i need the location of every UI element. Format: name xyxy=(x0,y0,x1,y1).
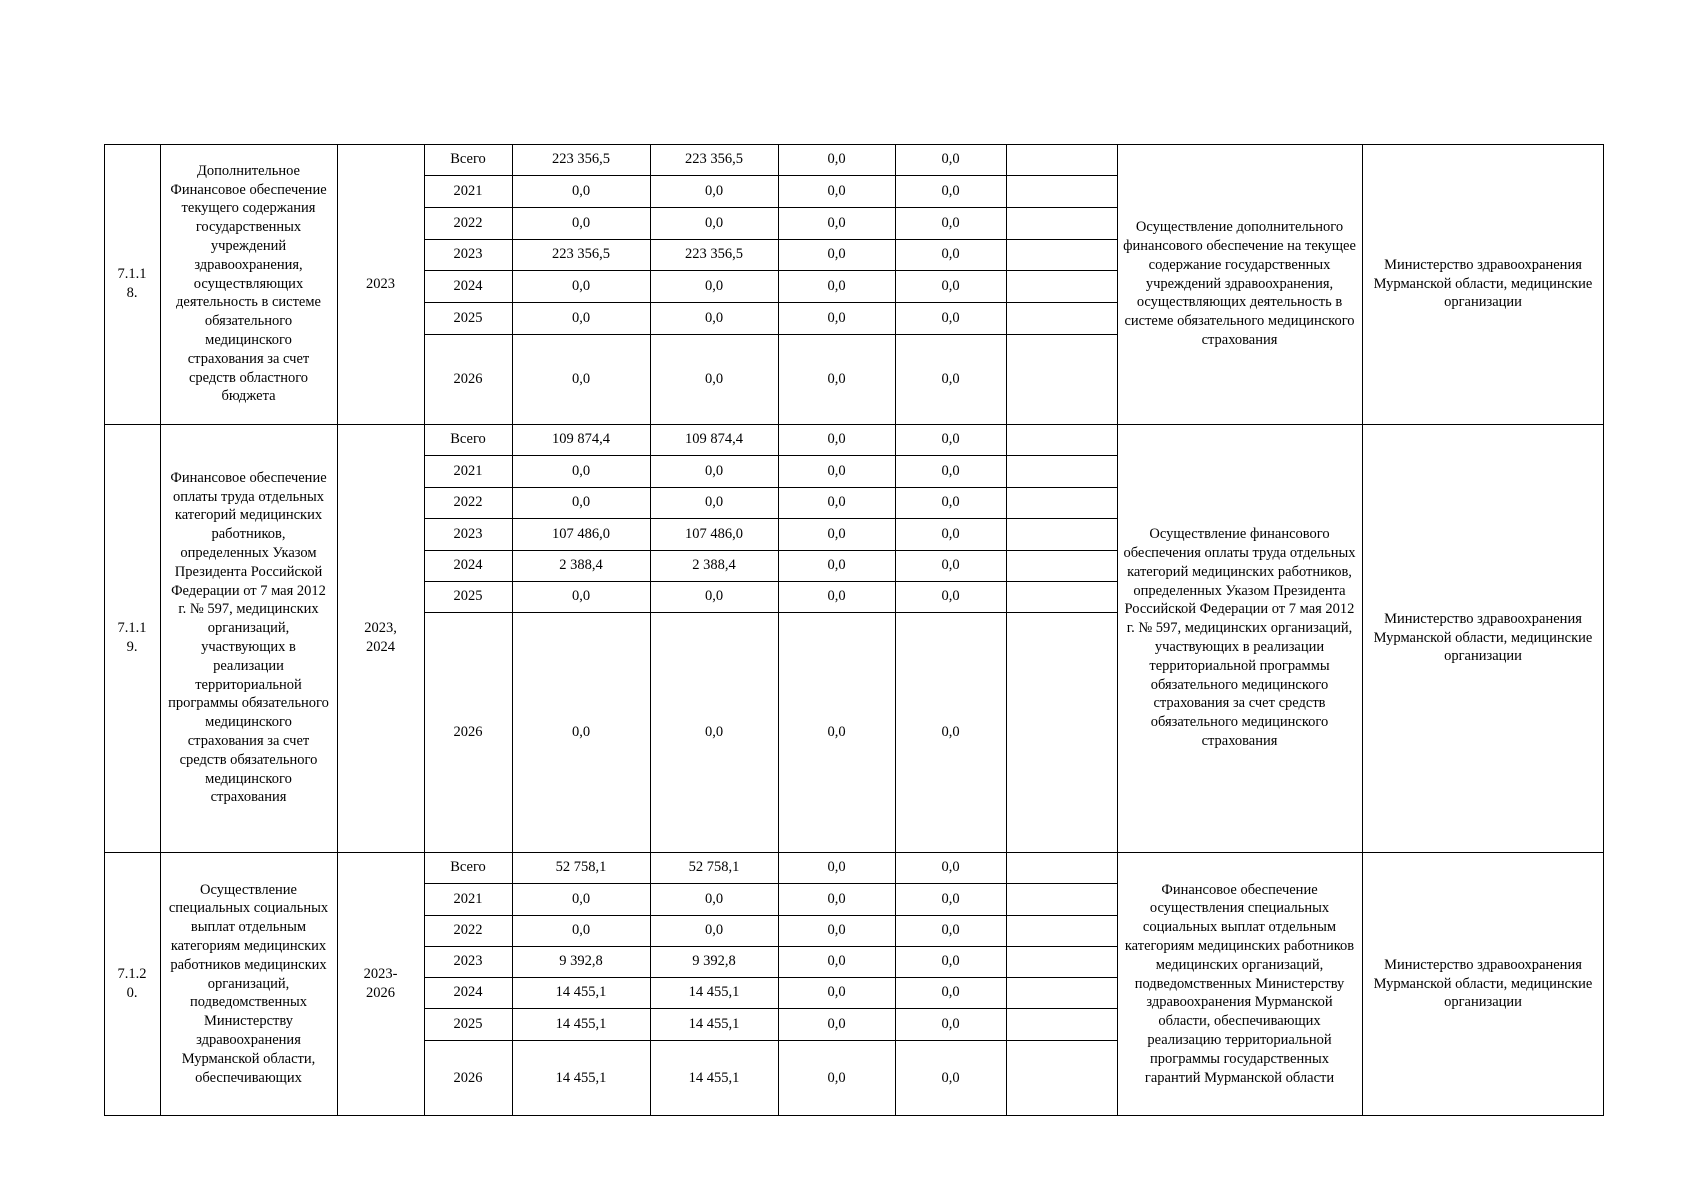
value-other: 0,0 xyxy=(941,151,960,168)
item-code: 7.1.1 9. xyxy=(117,620,147,655)
value-regional: 0,0 xyxy=(704,309,724,326)
value-total: 0,0 xyxy=(571,370,591,387)
value-other: 0,0 xyxy=(941,588,960,605)
year-label: 2024 xyxy=(453,984,483,1001)
value-total: 0,0 xyxy=(571,588,591,605)
value-regional: 2 388,4 xyxy=(692,557,736,574)
year-label: 2026 xyxy=(453,370,483,387)
item-executor: Министерство здравоохранения Мурманской области, медицинские организации xyxy=(1373,256,1593,311)
value-other: 0,0 xyxy=(941,214,960,231)
year-label: 2026 xyxy=(453,1069,483,1086)
year-label: Всего xyxy=(450,859,486,876)
value-federal: 0,0 xyxy=(827,984,846,1001)
value-other: 0,0 xyxy=(941,723,960,740)
year-label: 2025 xyxy=(453,1015,483,1032)
value-regional: 223 356,5 xyxy=(685,151,743,168)
value-other: 0,0 xyxy=(941,922,960,939)
year-label: 2022 xyxy=(453,214,483,231)
value-other: 0,0 xyxy=(941,859,960,876)
value-federal: 0,0 xyxy=(827,1015,846,1032)
value-regional: 0,0 xyxy=(704,277,724,294)
item-title: Финансовое обеспечение оплаты труда отдельных категорий медицинских работников, определенных Указом Президента Российской Федерации от 7 мая 2012 г. № 597, медицинских организаций, участвующих в реализации территориальной программы обязательного медицинского страхования за счет средств обязательного медицинского страхования xyxy=(168,469,329,806)
value-other: 0,0 xyxy=(941,890,960,907)
value-other: 0,0 xyxy=(941,1069,960,1086)
value-total: 0,0 xyxy=(571,890,591,907)
item-result: Осуществление дополнительного финансового обеспечение на текущее содержание государственных учреждений здравоохранения, осуществляющих деятельность в системе обязательного медицинского страхования xyxy=(1123,219,1356,348)
value-total: 52 758,1 xyxy=(555,859,607,876)
item-result: Осуществление финансового обеспечения оплаты труда отдельных категорий медицинских работников, определенных Указом Президента Российской Федерации от 7 мая 2012 г. № 597, медицинских организаций, участвующих в реализации территориальной программы обязательного медицинского страхования за счет средств обязательного медицинского страхования xyxy=(1123,526,1356,749)
value-total: 223 356,5 xyxy=(552,151,610,168)
value-total: 0,0 xyxy=(571,494,591,511)
value-federal: 0,0 xyxy=(827,246,846,263)
item-code: 7.1.1 8. xyxy=(117,266,147,301)
value-federal: 0,0 xyxy=(827,922,846,939)
value-federal: 0,0 xyxy=(827,588,846,605)
year-label: 2022 xyxy=(453,494,483,511)
value-federal: 0,0 xyxy=(827,214,846,231)
value-other: 0,0 xyxy=(941,462,960,479)
value-regional: 14 455,1 xyxy=(688,984,740,1001)
value-regional: 223 356,5 xyxy=(685,246,743,263)
value-total: 107 486,0 xyxy=(552,525,610,542)
value-regional: 14 455,1 xyxy=(688,1015,740,1032)
value-total: 0,0 xyxy=(571,214,591,231)
value-other: 0,0 xyxy=(941,984,960,1001)
value-regional: 14 455,1 xyxy=(688,1069,740,1086)
value-other: 0,0 xyxy=(941,370,960,387)
value-federal: 0,0 xyxy=(827,525,846,542)
item-period: 2023- 2026 xyxy=(363,966,398,1001)
value-total: 0,0 xyxy=(571,723,591,740)
value-federal: 0,0 xyxy=(827,557,846,574)
value-total: 0,0 xyxy=(571,277,591,294)
year-label: 2021 xyxy=(453,890,483,907)
item-code: 7.1.2 0. xyxy=(117,966,147,1001)
value-regional: 0,0 xyxy=(704,922,724,939)
value-total: 0,0 xyxy=(571,922,591,939)
value-federal: 0,0 xyxy=(827,1069,846,1086)
value-federal: 0,0 xyxy=(827,723,846,740)
value-regional: 0,0 xyxy=(704,370,724,387)
value-federal: 0,0 xyxy=(827,890,846,907)
item-title: Дополнительное Финансовое обеспечение текущего содержания государственных учреждений здравоохранения, осуществляющих деятельность в системе обязательного медицинского страхования за счет средств областного бюджета xyxy=(170,162,327,405)
value-total: 2 388,4 xyxy=(559,557,603,574)
value-total: 14 455,1 xyxy=(555,984,607,1001)
value-other: 0,0 xyxy=(941,557,960,574)
column-rule xyxy=(1006,144,1007,1116)
value-other: 0,0 xyxy=(941,246,960,263)
item-result: Финансовое обеспечение осуществления специальных социальных выплат отдельным категориям медицинских работников медицинских организаций, подведомственных Министерству здравоохранения Мурманской области, обеспечивающих реализацию территориальной программы государственных гарантий Мурманской области xyxy=(1124,881,1355,1086)
item-executor: Министерство здравоохранения Мурманской области, медицинские организации xyxy=(1373,956,1593,1011)
year-label: 2026 xyxy=(453,723,483,740)
value-regional: 0,0 xyxy=(704,588,724,605)
value-other: 0,0 xyxy=(941,525,960,542)
value-federal: 0,0 xyxy=(827,431,846,448)
value-other: 0,0 xyxy=(941,182,960,199)
year-label: 2024 xyxy=(453,277,483,294)
value-total: 0,0 xyxy=(571,309,591,326)
year-label: 2025 xyxy=(453,588,483,605)
year-label: 2021 xyxy=(453,182,483,199)
year-label: Всего xyxy=(450,431,486,448)
value-regional: 9 392,8 xyxy=(692,953,736,970)
value-regional: 0,0 xyxy=(704,182,724,199)
value-regional: 0,0 xyxy=(704,494,724,511)
year-label: Всего xyxy=(450,151,486,168)
value-regional: 0,0 xyxy=(704,462,724,479)
value-total: 14 455,1 xyxy=(555,1069,607,1086)
value-other: 0,0 xyxy=(941,1015,960,1032)
year-label: 2023 xyxy=(453,525,483,542)
value-regional: 52 758,1 xyxy=(688,859,740,876)
program-table xyxy=(104,144,1604,1116)
value-federal: 0,0 xyxy=(827,859,846,876)
item-period: 2023 xyxy=(366,275,395,292)
value-total: 0,0 xyxy=(571,182,591,199)
value-federal: 0,0 xyxy=(827,370,846,387)
value-total: 223 356,5 xyxy=(552,246,610,263)
year-label: 2025 xyxy=(453,309,483,326)
value-other: 0,0 xyxy=(941,494,960,511)
year-label: 2022 xyxy=(453,922,483,939)
value-other: 0,0 xyxy=(941,431,960,448)
item-period: 2023, 2024 xyxy=(364,620,397,655)
value-total: 14 455,1 xyxy=(555,1015,607,1032)
value-federal: 0,0 xyxy=(827,494,846,511)
value-regional: 109 874,4 xyxy=(685,431,743,448)
value-total: 109 874,4 xyxy=(552,431,610,448)
year-label: 2023 xyxy=(453,953,483,970)
value-other: 0,0 xyxy=(941,309,960,326)
value-federal: 0,0 xyxy=(827,309,846,326)
item-executor: Министерство здравоохранения Мурманской области, медицинские организации xyxy=(1373,610,1593,665)
year-label: 2021 xyxy=(453,462,483,479)
value-federal: 0,0 xyxy=(827,953,846,970)
value-federal: 0,0 xyxy=(827,182,846,199)
value-other: 0,0 xyxy=(941,277,960,294)
value-regional: 107 486,0 xyxy=(685,525,743,542)
value-federal: 0,0 xyxy=(827,462,846,479)
value-regional: 0,0 xyxy=(704,890,724,907)
value-other: 0,0 xyxy=(941,953,960,970)
value-federal: 0,0 xyxy=(827,277,846,294)
value-federal: 0,0 xyxy=(827,151,846,168)
value-regional: 0,0 xyxy=(704,214,724,231)
item-title: Осуществление специальных социальных выплат отдельным категориям медицинских работников медицинских организаций, подведомственных Министерству здравоохранения Мурманской области, обеспечивающих xyxy=(168,881,329,1086)
year-label: 2024 xyxy=(453,557,483,574)
value-total: 0,0 xyxy=(571,462,591,479)
year-label: 2023 xyxy=(453,246,483,263)
value-total: 9 392,8 xyxy=(559,953,603,970)
value-regional: 0,0 xyxy=(704,723,724,740)
